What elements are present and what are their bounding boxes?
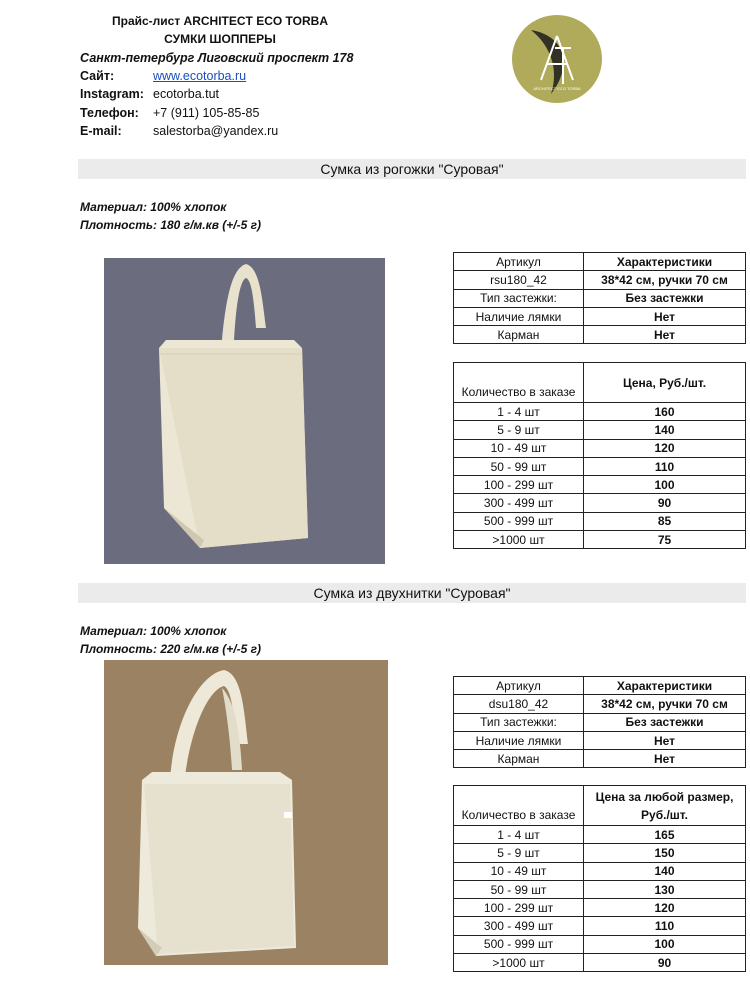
price-header-line: Цена за любой размер, [595, 789, 734, 804]
spec-value: 38*42 см, ручки 70 см [584, 695, 746, 713]
spec-value: Нет [584, 307, 746, 325]
price-cell: 130 [584, 880, 746, 898]
price-cell: 75 [584, 531, 746, 549]
price-table [453, 785, 746, 972]
price-cell: 110 [584, 917, 746, 935]
table-row [454, 750, 746, 768]
quantity-cell: >1000 шт [454, 531, 584, 549]
table-row [454, 421, 746, 439]
spec-value: Без застежки [584, 289, 746, 307]
price-cell: 160 [584, 403, 746, 421]
specs-header-article: Артикул [454, 253, 584, 271]
table-row [454, 512, 746, 530]
density-text: Плотность: 180 г/м.кв (+/-5 г) [80, 218, 262, 232]
table-row [454, 917, 746, 935]
price-cell: 120 [584, 439, 746, 457]
brand-logo [511, 14, 603, 104]
spec-value: Нет [584, 750, 746, 768]
table-row [454, 307, 746, 325]
price-cell: 90 [584, 494, 746, 512]
contact-phone [80, 106, 259, 120]
quantity-cell: 50 - 99 шт [454, 880, 584, 898]
price-header-price [584, 786, 746, 826]
price-table [453, 362, 746, 549]
table-row [454, 494, 746, 512]
price-list-title: Прайс-лист ARCHITECT ECO TORBA [111, 14, 328, 28]
table-row [454, 899, 746, 917]
product-title: Сумка из рогожки "Суровая" [78, 159, 746, 179]
table-row [454, 476, 746, 494]
density-text: Плотность: 220 г/м.кв (+/-5 г) [80, 642, 262, 656]
quantity-cell: >1000 шт [454, 954, 584, 972]
price-cell: 140 [584, 862, 746, 880]
price-cell: 90 [584, 954, 746, 972]
contact-email [80, 124, 278, 138]
email-value: salestorba@yandex.ru [153, 124, 279, 138]
spec-key: dsu180_42 [454, 695, 584, 713]
quantity-cell: 50 - 99 шт [454, 457, 584, 475]
table-row [454, 731, 746, 749]
table-row [454, 457, 746, 475]
material-text: Материал: 100% хлопок [80, 200, 227, 214]
specs-header-article: Артикул [454, 677, 584, 695]
product-title: Сумка из двухнитки "Суровая" [78, 583, 746, 603]
price-cell: 140 [584, 421, 746, 439]
spec-value: Нет [584, 731, 746, 749]
quantity-cell: 5 - 9 шт [454, 421, 584, 439]
quantity-cell: 1 - 4 шт [454, 826, 584, 844]
spec-key: Наличие лямки [454, 307, 584, 325]
svg-text:ARCHITECT ECO TORBA: ARCHITECT ECO TORBA [533, 86, 581, 91]
table-row [454, 862, 746, 880]
quantity-cell: 500 - 999 шт [454, 935, 584, 953]
table-row [454, 935, 746, 953]
contact-instagram [80, 87, 219, 101]
contact-website [80, 69, 246, 83]
quantity-cell: 100 - 299 шт [454, 476, 584, 494]
price-list-subtitle: СУМКИ ШОППЕРЫ [164, 32, 276, 46]
price-cell: 120 [584, 899, 746, 917]
quantity-cell: 300 - 499 шт [454, 917, 584, 935]
price-header-quantity: Количество в заказе [454, 786, 584, 826]
specs-table [453, 252, 746, 344]
spec-key: Карман [454, 326, 584, 344]
spec-value: Нет [584, 326, 746, 344]
table-row [454, 439, 746, 457]
price-cell: 100 [584, 476, 746, 494]
table-row [454, 695, 746, 713]
table-row [454, 954, 746, 972]
table-row [454, 403, 746, 421]
phone-value: +7 (911) 105-85-85 [153, 106, 260, 120]
price-cell: 100 [584, 935, 746, 953]
price-cell: 110 [584, 457, 746, 475]
price-cell: 150 [584, 844, 746, 862]
product-photo-bag [104, 660, 388, 965]
quantity-cell: 10 - 49 шт [454, 862, 584, 880]
contact-label: Сайт: [80, 69, 115, 83]
table-row [454, 531, 746, 549]
contact-label: Instagram: [80, 87, 144, 101]
quantity-cell: 300 - 499 шт [454, 494, 584, 512]
price-header-line: Руб./шт. [641, 807, 688, 822]
spec-key: Карман [454, 750, 584, 768]
table-row [454, 826, 746, 844]
spec-key: Тип застежки: [454, 713, 584, 731]
quantity-cell: 1 - 4 шт [454, 403, 584, 421]
table-row [454, 271, 746, 289]
spec-value: Без застежки [584, 713, 746, 731]
table-row [454, 844, 746, 862]
product-photo-bag [104, 258, 385, 564]
specs-header-characteristics: Характеристики [584, 677, 746, 695]
spec-key: rsu180_42 [454, 271, 584, 289]
quantity-cell: 10 - 49 шт [454, 439, 584, 457]
spec-key: Наличие лямки [454, 731, 584, 749]
price-header-price: Цена, Руб./шт. [584, 363, 746, 403]
address: Санкт-петербург Лиговский проспект 178 [80, 51, 354, 65]
specs-table [453, 676, 746, 768]
quantity-cell: 500 - 999 шт [454, 512, 584, 530]
quantity-cell: 5 - 9 шт [454, 844, 584, 862]
table-row [454, 326, 746, 344]
price-header-quantity: Количество в заказе [454, 363, 584, 403]
contact-label: E-mail: [80, 124, 122, 138]
table-row [454, 289, 746, 307]
table-row [454, 713, 746, 731]
quantity-cell: 100 - 299 шт [454, 899, 584, 917]
website-link[interactable]: www.ecotorba.ru [153, 69, 247, 83]
specs-header-characteristics: Характеристики [584, 253, 746, 271]
spec-key: Тип застежки: [454, 289, 584, 307]
material-text: Материал: 100% хлопок [80, 624, 227, 638]
table-row [454, 880, 746, 898]
price-cell: 85 [584, 512, 746, 530]
instagram-value: ecotorba.tut [153, 87, 220, 101]
spec-value: 38*42 см, ручки 70 см [584, 271, 746, 289]
contact-label: Телефон: [80, 106, 139, 120]
price-cell: 165 [584, 826, 746, 844]
